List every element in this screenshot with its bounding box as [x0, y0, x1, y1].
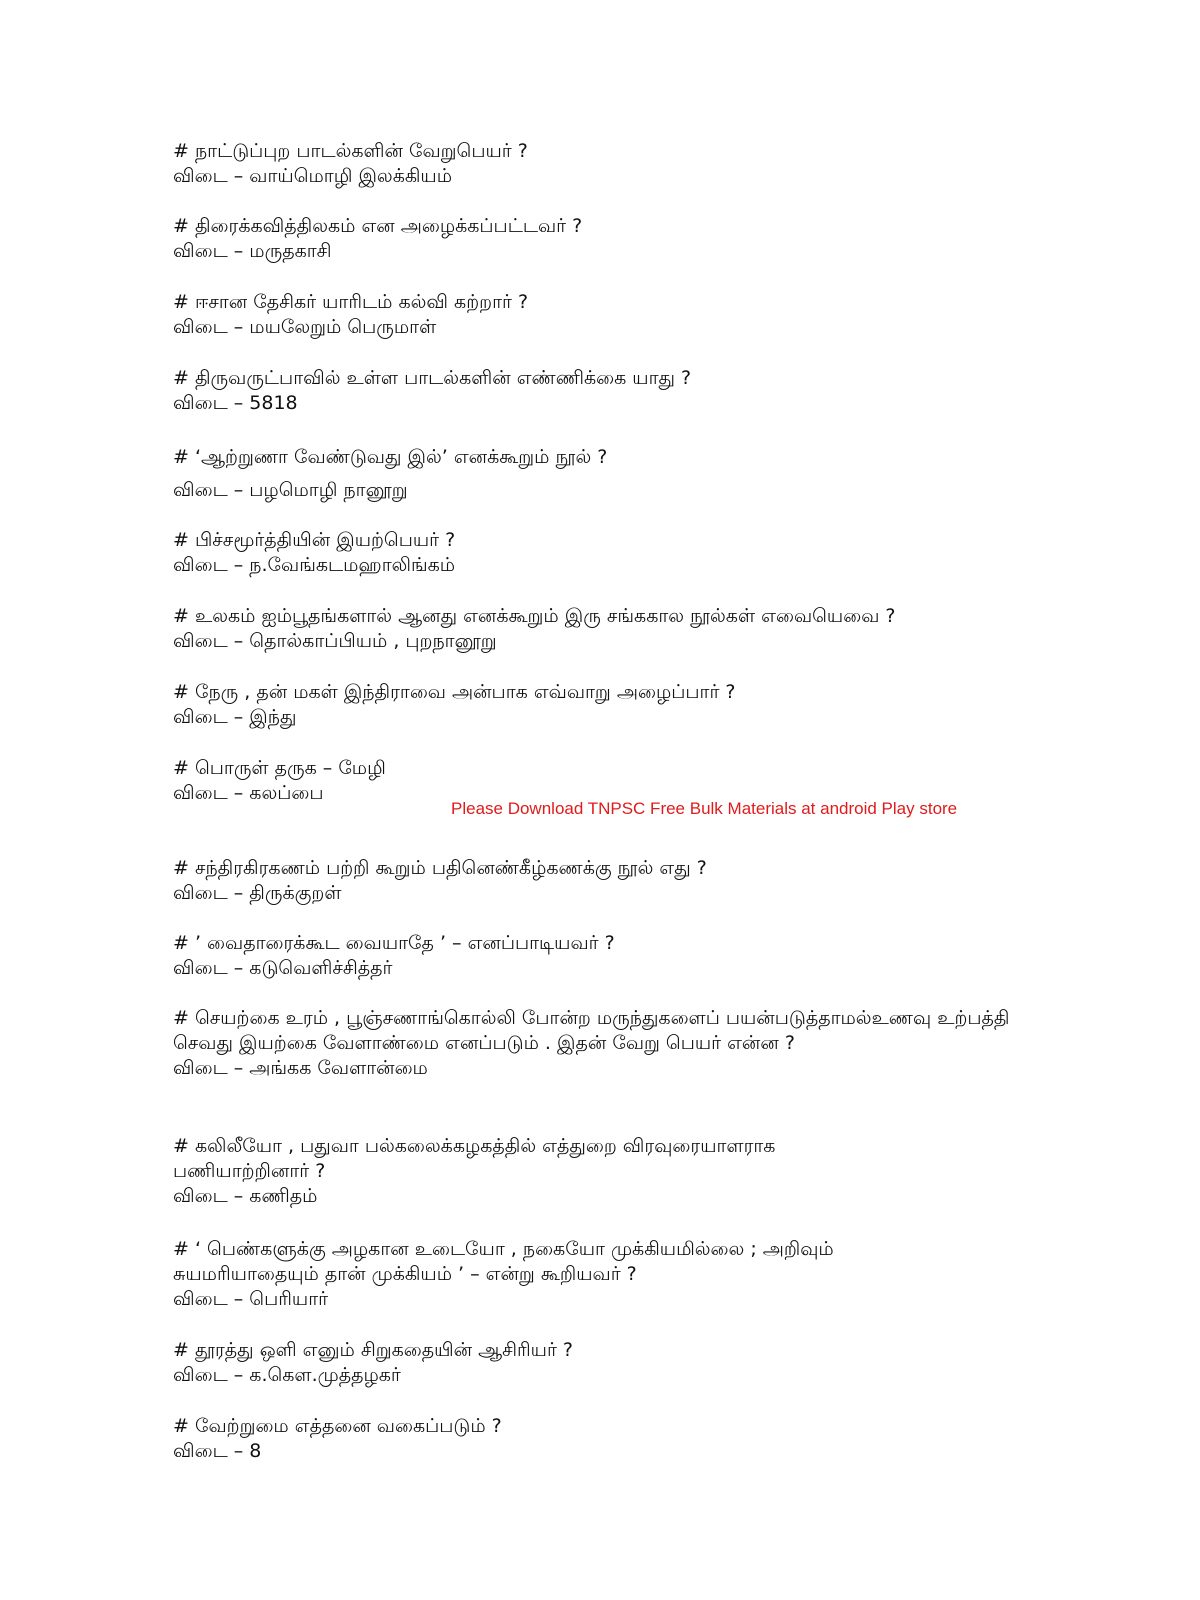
- qa-item: [173, 604, 1053, 654]
- qa-item: [173, 1414, 1053, 1464]
- answer-text: விடை – திருக்குறள்: [173, 882, 342, 904]
- question-text: # செயற்கை உரம் , பூஞ்சணாங்கொல்லி போன்ற மருந்துகளைப் பயன்படுத்தாமல்உணவு உற்பத்தி செவது இயற்கை வேளாண்மை எனப்படும் . இதன் வேறு பெயர் என்ன ?: [173, 1007, 1010, 1054]
- promo-banner: Please Download TNPSC Free Bulk Materials at android Play store: [451, 799, 958, 818]
- answer-text: விடை – வாய்மொழி இலக்கியம்: [173, 165, 452, 187]
- question-text: # திரைக்கவித்திலகம் என அழைக்கப்பட்டவர் ?: [173, 215, 583, 237]
- qa-item: [173, 680, 1053, 730]
- answer-text: விடை – அங்கக வேளான்மை: [173, 1057, 428, 1079]
- qa-item: [173, 1006, 1053, 1081]
- question-text: # பொருள் தருக – மேழி: [173, 757, 386, 779]
- question-text: # நேரு , தன் மகள் இந்திராவை அன்பாக எவ்வாறு அழைப்பார் ?: [173, 681, 736, 703]
- answer-text: விடை – 8: [173, 1440, 262, 1462]
- question-text: # உலகம் ஐம்பூதங்களால் ஆனது எனக்கூறும் இரு சங்ககால நூல்கள் எவையெவை ?: [173, 605, 896, 627]
- answer-text: விடை – க.கௌ.முத்தழகர்: [173, 1364, 401, 1386]
- answer-text: விடை – ந.வேங்கடமஹாலிங்கம்: [173, 554, 456, 576]
- answer-text: விடை – இந்து: [173, 706, 297, 728]
- question-text: # திருவருட்பாவில் உள்ள பாடல்களின் எண்ணிக்கை யாது ?: [173, 367, 692, 389]
- qa-item: [173, 214, 1053, 264]
- qa-item: [173, 931, 1053, 981]
- qa-item: [173, 1237, 953, 1312]
- qa-item: [173, 1134, 913, 1209]
- question-text: # சந்திரகிரகணம் பற்றி கூறும் பதினெண்கீழ்கணக்கு நூல் எது ?: [173, 857, 707, 879]
- answer-text: விடை – பெரியார்: [173, 1288, 329, 1310]
- answer-text: விடை – 5818: [173, 392, 298, 414]
- answer-text: விடை – மயலேறும் பெருமாள்: [173, 316, 437, 338]
- question-text: # பிச்சமூர்த்தியின் இயற்பெயர் ?: [173, 529, 456, 551]
- qa-item: [173, 445, 1053, 503]
- question-text: # வேற்றுமை எத்தனை வகைப்படும் ?: [173, 1415, 502, 1437]
- qa-item: [173, 366, 1053, 416]
- answer-text: விடை – கலப்பை: [173, 782, 324, 804]
- answer-text: விடை – தொல்காப்பியம் , புறநானூறு: [173, 630, 497, 652]
- question-text: # ’ வைதாரைக்கூட வையாதே ’ – எனப்பாடியவர் ?: [173, 932, 615, 954]
- answer-text: விடை – மருதகாசி: [173, 240, 332, 262]
- answer-text: விடை – கடுவெளிச்சித்தர்: [173, 957, 393, 979]
- question-text: # தூரத்து ஒளி எனும் சிறுகதையின் ஆசிரியர் ?: [173, 1339, 574, 1361]
- question-text: # ‘ஆற்றுணா வேண்டுவது இல்’ எனக்கூறும் நூல் ?: [173, 446, 608, 468]
- question-text: # நாட்டுப்புற பாடல்களின் வேறுபெயர் ?: [173, 140, 528, 162]
- answer-text: விடை – கணிதம்: [173, 1185, 318, 1207]
- qa-item: [173, 290, 1053, 340]
- qa-item: [173, 139, 1053, 189]
- question-text: # கலிலீயோ , பதுவா பல்கலைக்கழகத்தில் எத்துறை விரவுரையாளராக பணியாற்றினார் ?: [173, 1135, 776, 1182]
- question-text: # ‘ பெண்களுக்கு அழகான உடையோ , நகையோ முக்கியமில்லை ; அறிவும் சுயமரியாதையும் தான் முக்கியம் ’ – என்று கூறியவர் ?: [173, 1238, 834, 1285]
- answer-text: விடை – பழமொழி நானூறு: [173, 479, 408, 501]
- qa-item: [173, 856, 1053, 906]
- question-text: # ஈசான தேசிகர் யாரிடம் கல்வி கற்றார் ?: [173, 291, 529, 313]
- qa-item: [173, 528, 1053, 578]
- qa-item: [173, 1338, 1053, 1388]
